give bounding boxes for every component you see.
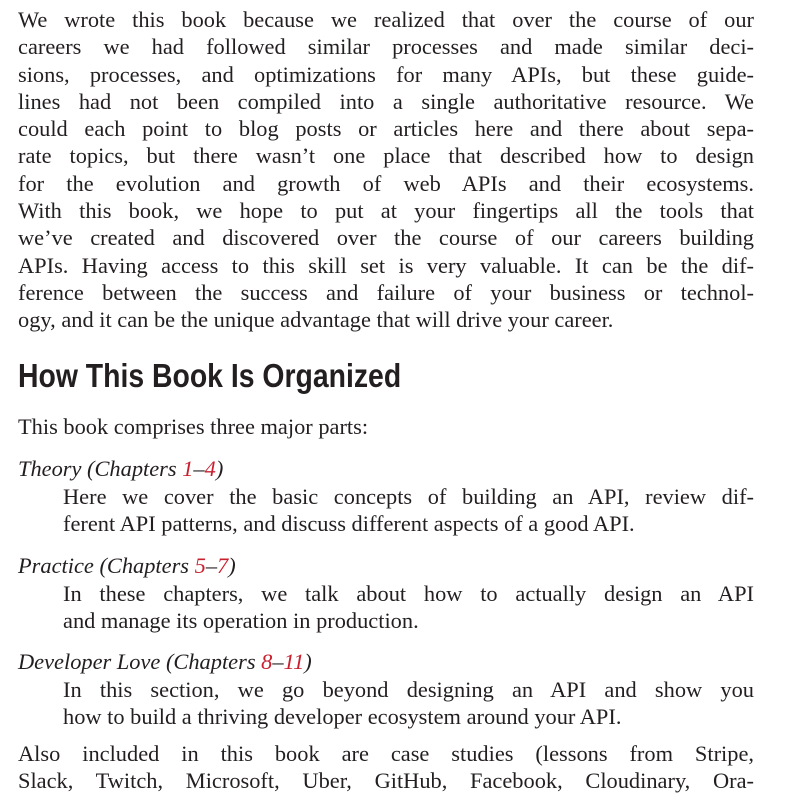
intro-line: for the evolution and growth of web APIs and their ecosystems. — [18, 170, 754, 196]
outro-paragraph — [18, 740, 754, 795]
part-chapters-prefix: (Chapters — [93, 553, 195, 578]
outro-line: Also included in this book are case studies (lessons from Stripe, — [18, 741, 754, 766]
part-description-developer-love — [63, 676, 754, 731]
intro-line: careers we had followed similar processes and made similar deci- — [18, 34, 754, 60]
part-term-developer-love — [18, 648, 312, 675]
intro-paragraph — [18, 6, 754, 334]
chapter-link-11[interactable]: 11 — [283, 649, 305, 674]
intro-line: APIs. Having access to this skill set is very valuable. It can be the dif- — [18, 252, 754, 278]
part-chapters-prefix: (Chapters — [81, 456, 183, 481]
outro-line: Slack, Twitch, Microsoft, Uber, GitHub, Facebook, Cloudinary, Ora- — [18, 768, 754, 794]
intro-line: lines had not been compiled into a single authoritative resource. We — [18, 88, 754, 114]
part-term-label: Developer Love — [18, 649, 161, 674]
chapter-link-4[interactable]: 4 — [204, 456, 216, 481]
intro-line: With this book, we hope to put at your fingertips all the tools that — [18, 198, 754, 224]
part-chapters-suffix: ) — [215, 456, 224, 481]
intro-line: rate topics, but there wasn’t one place that described how to design — [18, 143, 754, 169]
intro-line: could each point to blog posts or articles here and there about sepa- — [18, 116, 754, 142]
description-line: In this section, we go beyond designing an API and show you — [63, 677, 754, 702]
part-term-theory — [18, 455, 223, 482]
description-line: Here we cover the basic concepts of building an API, review dif- — [63, 484, 754, 509]
part-chapters-prefix: (Chapters — [160, 649, 262, 674]
range-dash: – — [193, 456, 205, 481]
intro-line: We wrote this book because we realized that over the course of our — [18, 7, 754, 32]
intro-line: we’ve created and discovered over the course of our careers building — [18, 225, 754, 251]
range-dash: – — [205, 553, 218, 578]
description-line: ferent API patterns, and discuss different aspects of a good API. — [63, 511, 635, 537]
part-description-practice — [63, 580, 754, 635]
intro-line: sions, processes, and optimizations for many APIs, but these guide- — [18, 61, 754, 87]
description-line: how to build a thriving developer ecosystem around your API. — [63, 704, 622, 730]
chapter-link-8[interactable]: 8 — [261, 649, 273, 674]
chapter-link-1[interactable]: 1 — [182, 456, 194, 481]
lead-text: This book comprises three major parts: — [18, 414, 369, 439]
part-chapters-suffix: ) — [304, 649, 312, 674]
chapter-link-5[interactable]: 5 — [194, 553, 206, 578]
part-chapters-suffix: ) — [228, 553, 236, 578]
range-dash: – — [272, 649, 284, 674]
part-description-theory — [63, 483, 754, 538]
description-line: In these chapters, we talk about how to actually design an API — [63, 581, 754, 606]
chapter-link-7[interactable]: 7 — [217, 553, 229, 578]
description-line: and manage its operation in production. — [63, 608, 419, 634]
section-heading: How This Book Is Organized — [18, 357, 402, 394]
part-term-label: Theory — [18, 456, 82, 481]
intro-line: ference between the success and failure of your business or technol- — [18, 279, 754, 305]
part-term-label: Practice — [18, 553, 94, 578]
part-term-practice — [18, 552, 236, 579]
intro-line: ogy, and it can be the unique advantage that will drive your career. — [18, 307, 614, 333]
